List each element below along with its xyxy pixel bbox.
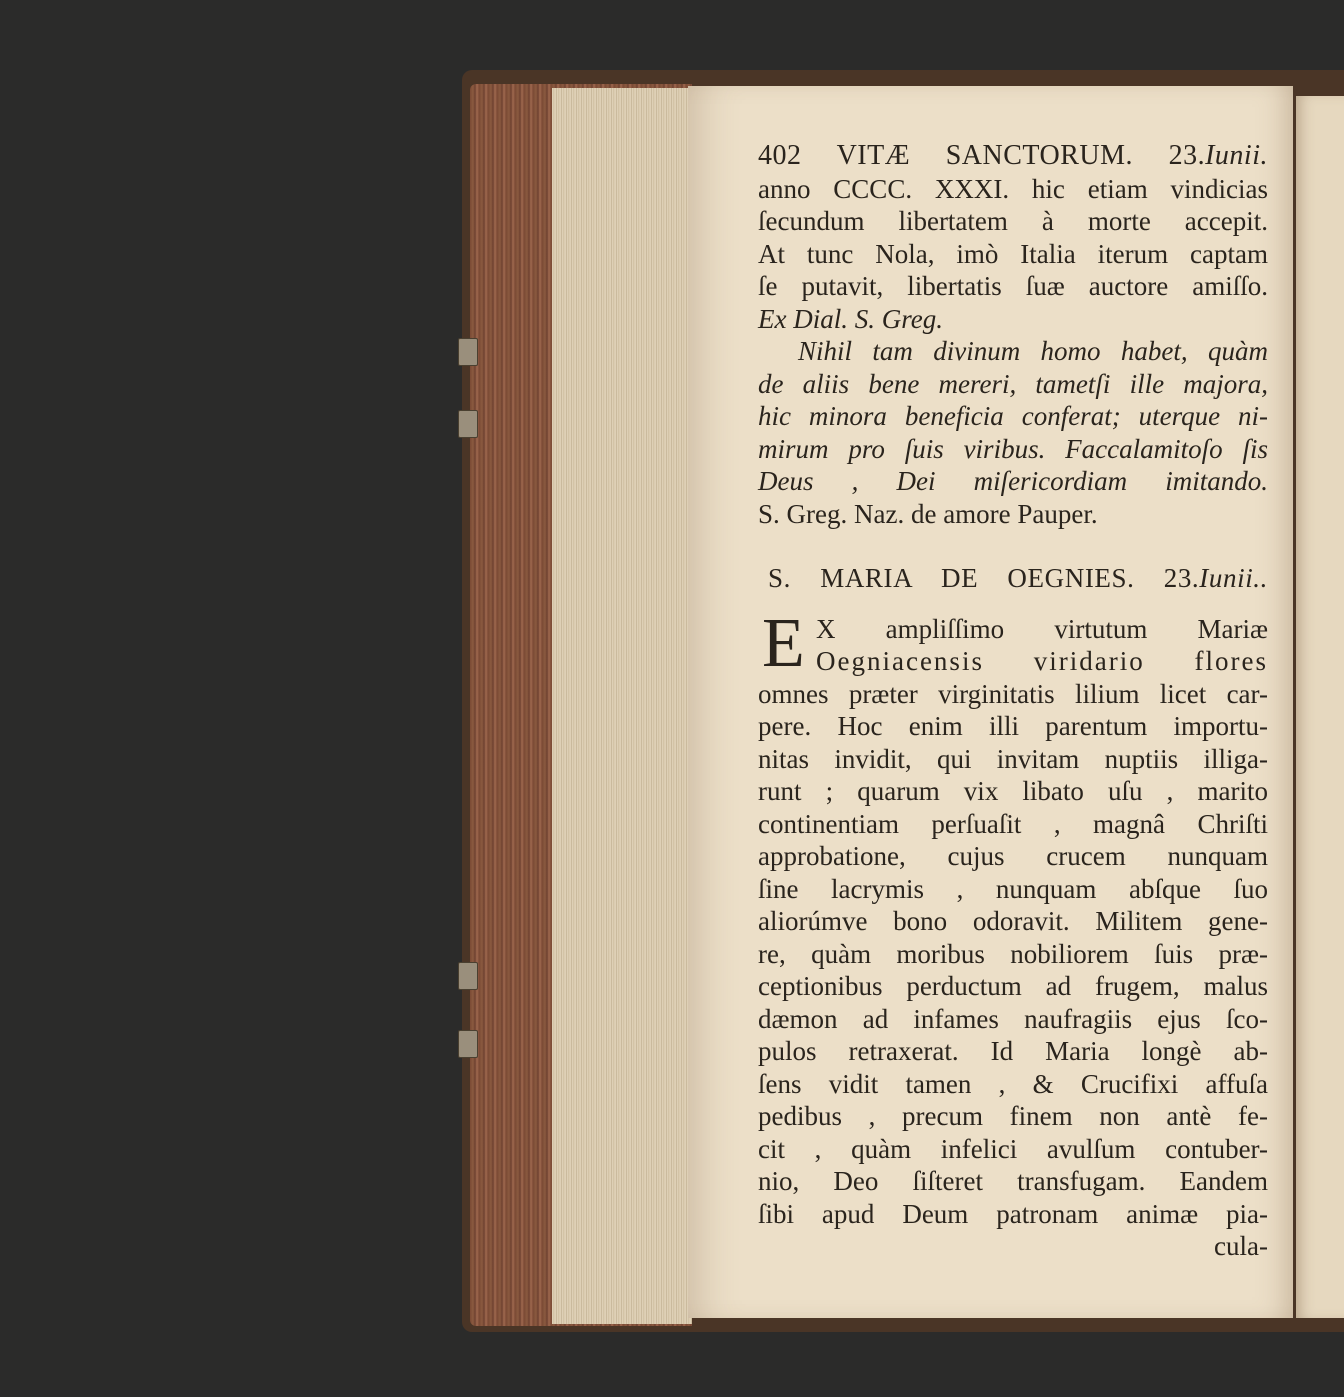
text-line: pulos retraxerat. Id Maria longè ab- [758,1036,1268,1066]
drop-cap: E [762,604,805,682]
quote-line: hic minora beneficia conferat; uterque ni- [758,401,1268,431]
running-title: VITÆ SANCTORUM. [836,140,1134,171]
text-line: ſine lacrymis , nunquam abſque ſuo [758,873,1268,904]
text-line: ſens vidit tamen , & Crucifixi affuſa [758,1068,1268,1099]
catchword: cula- [1214,1231,1268,1261]
text-line: re, quàm moribus nobiliorem ſuis præ- [758,938,1268,969]
text-line: omnes præter virginitatis lilium licet car- [758,678,1268,709]
section-title: S. MARIA DE OEGNIES. [768,563,1135,593]
text-line: X ampliſſimo virtutum Mariæ [816,613,1268,644]
quote-line: Nihil tam divinum homo habet, quàm [798,336,1268,366]
quote-line: mirum pro ſuis viribus. Faccalamitoſo ſis [758,433,1268,464]
text-line: dæmon ad infames naufragiis ejus ſco- [758,1003,1268,1034]
text-line: At tunc Nola, imò Italia iterum captam [758,238,1268,269]
text-line: anno CCCC. XXXI. hic etiam vindicias [758,173,1268,204]
right-page-edge [1296,96,1344,1318]
text-line: ceptionibus perductum ad frugem, malus [758,971,1268,1001]
page-number: 402 [758,140,802,171]
text-line: nio, Deo ſiſteret transfugam. Eandem [758,1166,1268,1196]
text-line: ſibi apud Deum patronam animæ pia- [758,1198,1268,1229]
text-line: cit , quàm infelici avulſum contuber- [758,1133,1268,1164]
opening-paragraph [758,604,1268,1263]
quote-line: de aliis bene mereri, tametſi ille majora, [758,368,1268,399]
text-line: ſecundum libertatem à morte accepit. [758,206,1268,236]
page-text [758,140,1268,1263]
section-heading [768,562,1268,595]
running-header [758,140,1268,173]
text-line: ſe putavit, libertatis ſuæ auctore amiſſo. [758,271,1268,301]
text-line: pedibus , precum finem non antè fe- [758,1101,1268,1131]
text-line: runt ; quarum vix libato uſu , marito [758,776,1268,806]
text-line: aliorúmve bono odoravit. Militem gene- [758,906,1268,936]
source-citation: Ex Dial. S. Greg. [758,303,943,334]
text-line: nitas invidit, qui invitam nuptiis illiga- [758,743,1268,774]
text-line: pere. Hoc enim illi parentum importu- [758,711,1268,741]
text-line: Oegniacensis viridario flores [816,646,1268,676]
section-date: 23.Iunii.. [1163,563,1268,593]
header-date: 23.Iunii. [1168,140,1268,171]
text-line: approbatione, cujus crucem nunquam [758,841,1268,871]
quote-line: Deus , Dei miſericordiam imitando. [758,466,1268,496]
book-page-edges [552,88,692,1324]
text-line: continentiam perſuaſit , magnâ Chriſti [758,808,1268,839]
clasp-icon [458,1030,478,1058]
clasp-icon [458,410,478,438]
quote-source: S. Greg. Naz. de amore Pauper. [758,498,1098,529]
clasp-icon [458,338,478,366]
clasp-icon [458,962,478,990]
